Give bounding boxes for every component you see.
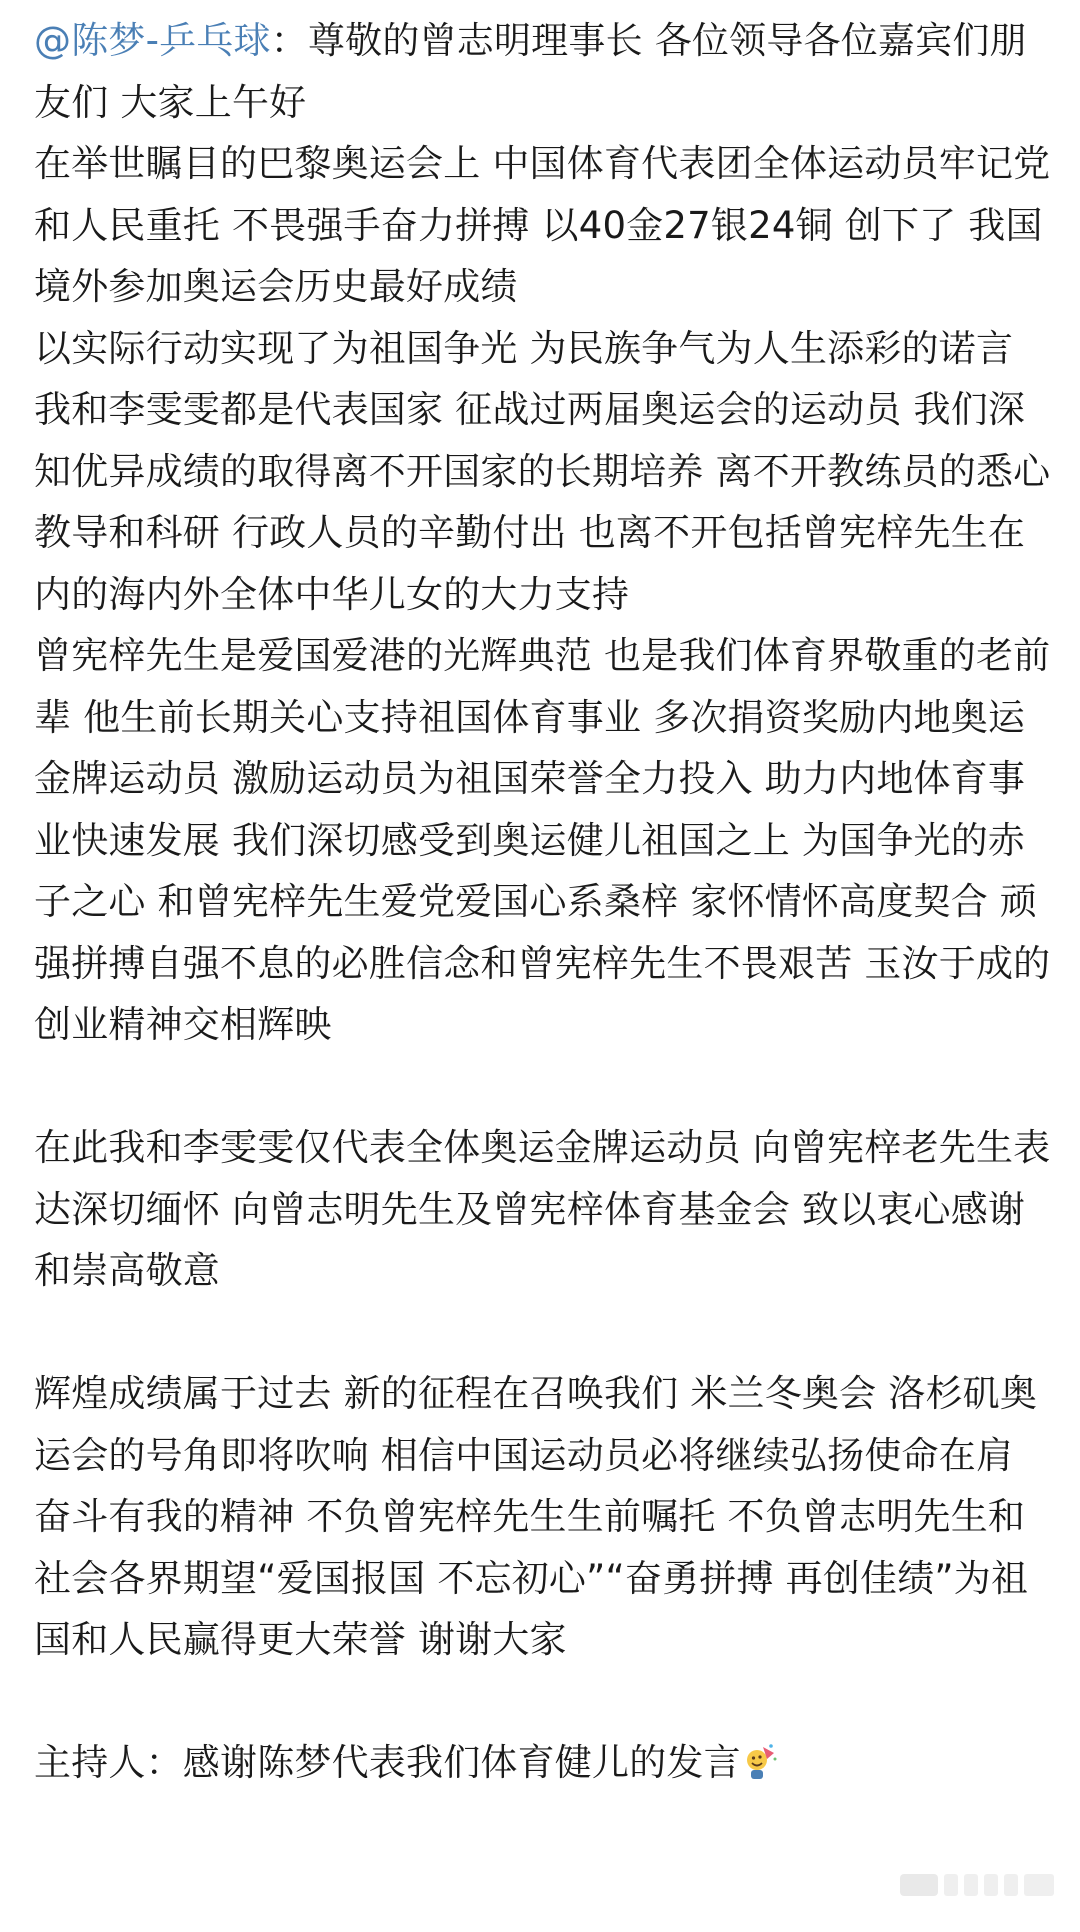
post-body [34, 10, 1054, 1794]
paragraph-text: 在举世瞩目的巴黎奥运会上 中国体育代表团全体运动员牢记党和人民重托 不畏强手奋力拼搏 以40金27银24铜 创下了 我国境外参加奥运会历史最好成绩 [34, 142, 1051, 308]
watermark [898, 1868, 1058, 1902]
mention-link[interactable]: @陈梦-乒乓球 [34, 19, 271, 62]
paragraph-text: 以实际行动实现了为祖国争光 为民族争气为人生添彩的诺言 [34, 326, 1014, 370]
paragraph-text: 在此我和李雯雯仅代表全体奥运金牌运动员 向曾宪梓老先生表达深切缅怀 向曾志明先生及曾宪梓体育基金会 致以衷心感谢和崇高敬意 [34, 1126, 1051, 1292]
paragraph-text: 主持人：感谢陈梦代表我们体育健儿的发言 [34, 1741, 741, 1784]
paragraph-text: 我和李雯雯都是代表国家 征战过两届奥运会的运动员 我们深知优异成绩的取得离不开国家的长期培养 离不开教练员的悉心教导和科研 行政人员的辛勤付出 也离不开包括曾宪梓先生在内的海内外全体中华儿女的大力支持 [34, 388, 1051, 616]
celebration-emoji-icon [743, 1738, 777, 1776]
paragraph-greeting [34, 10, 1054, 133]
paragraph-host-closing [34, 1732, 1054, 1794]
paragraph-text: 曾宪梓先生是爱国爱港的光辉典范 也是我们体育界敬重的老前辈 他生前长期关心支持祖国体育事业 多次捐资奖励内地奥运金牌运动员 激励运动员为祖国荣誉全力投入 助力内地体育事业快速发展 我们深切感受到奥运健儿祖国之上 为国争光的赤子之心 和曾宪梓先生爱党爱国心系桑梓 家怀情怀高度契合 顽强拼搏自强不息的必胜信念和曾宪梓先生不畏艰苦 玉汝于成的创业精神交相辉映 [34, 634, 1051, 1046]
paragraph-text: 辉煌成绩属于过去 新的征程在召唤我们 米兰冬奥会 洛杉矶奥运会的号角即将吹响 相信中国运动员必将继续弘扬使命在肩 奋斗有我的精神 不负曾宪梓先生生前嘱托 不负曾志明先生和社会各界期望“爱国报国 不忘初心”“奋勇拼搏 再创佳绩”为祖国和人民赢得更大荣誉 谢谢大家 [34, 1372, 1038, 1661]
paragraph-text: ：尊敬的曾志明理事长 各位领导各位嘉宾们朋友们 大家上午好 [34, 19, 1027, 124]
